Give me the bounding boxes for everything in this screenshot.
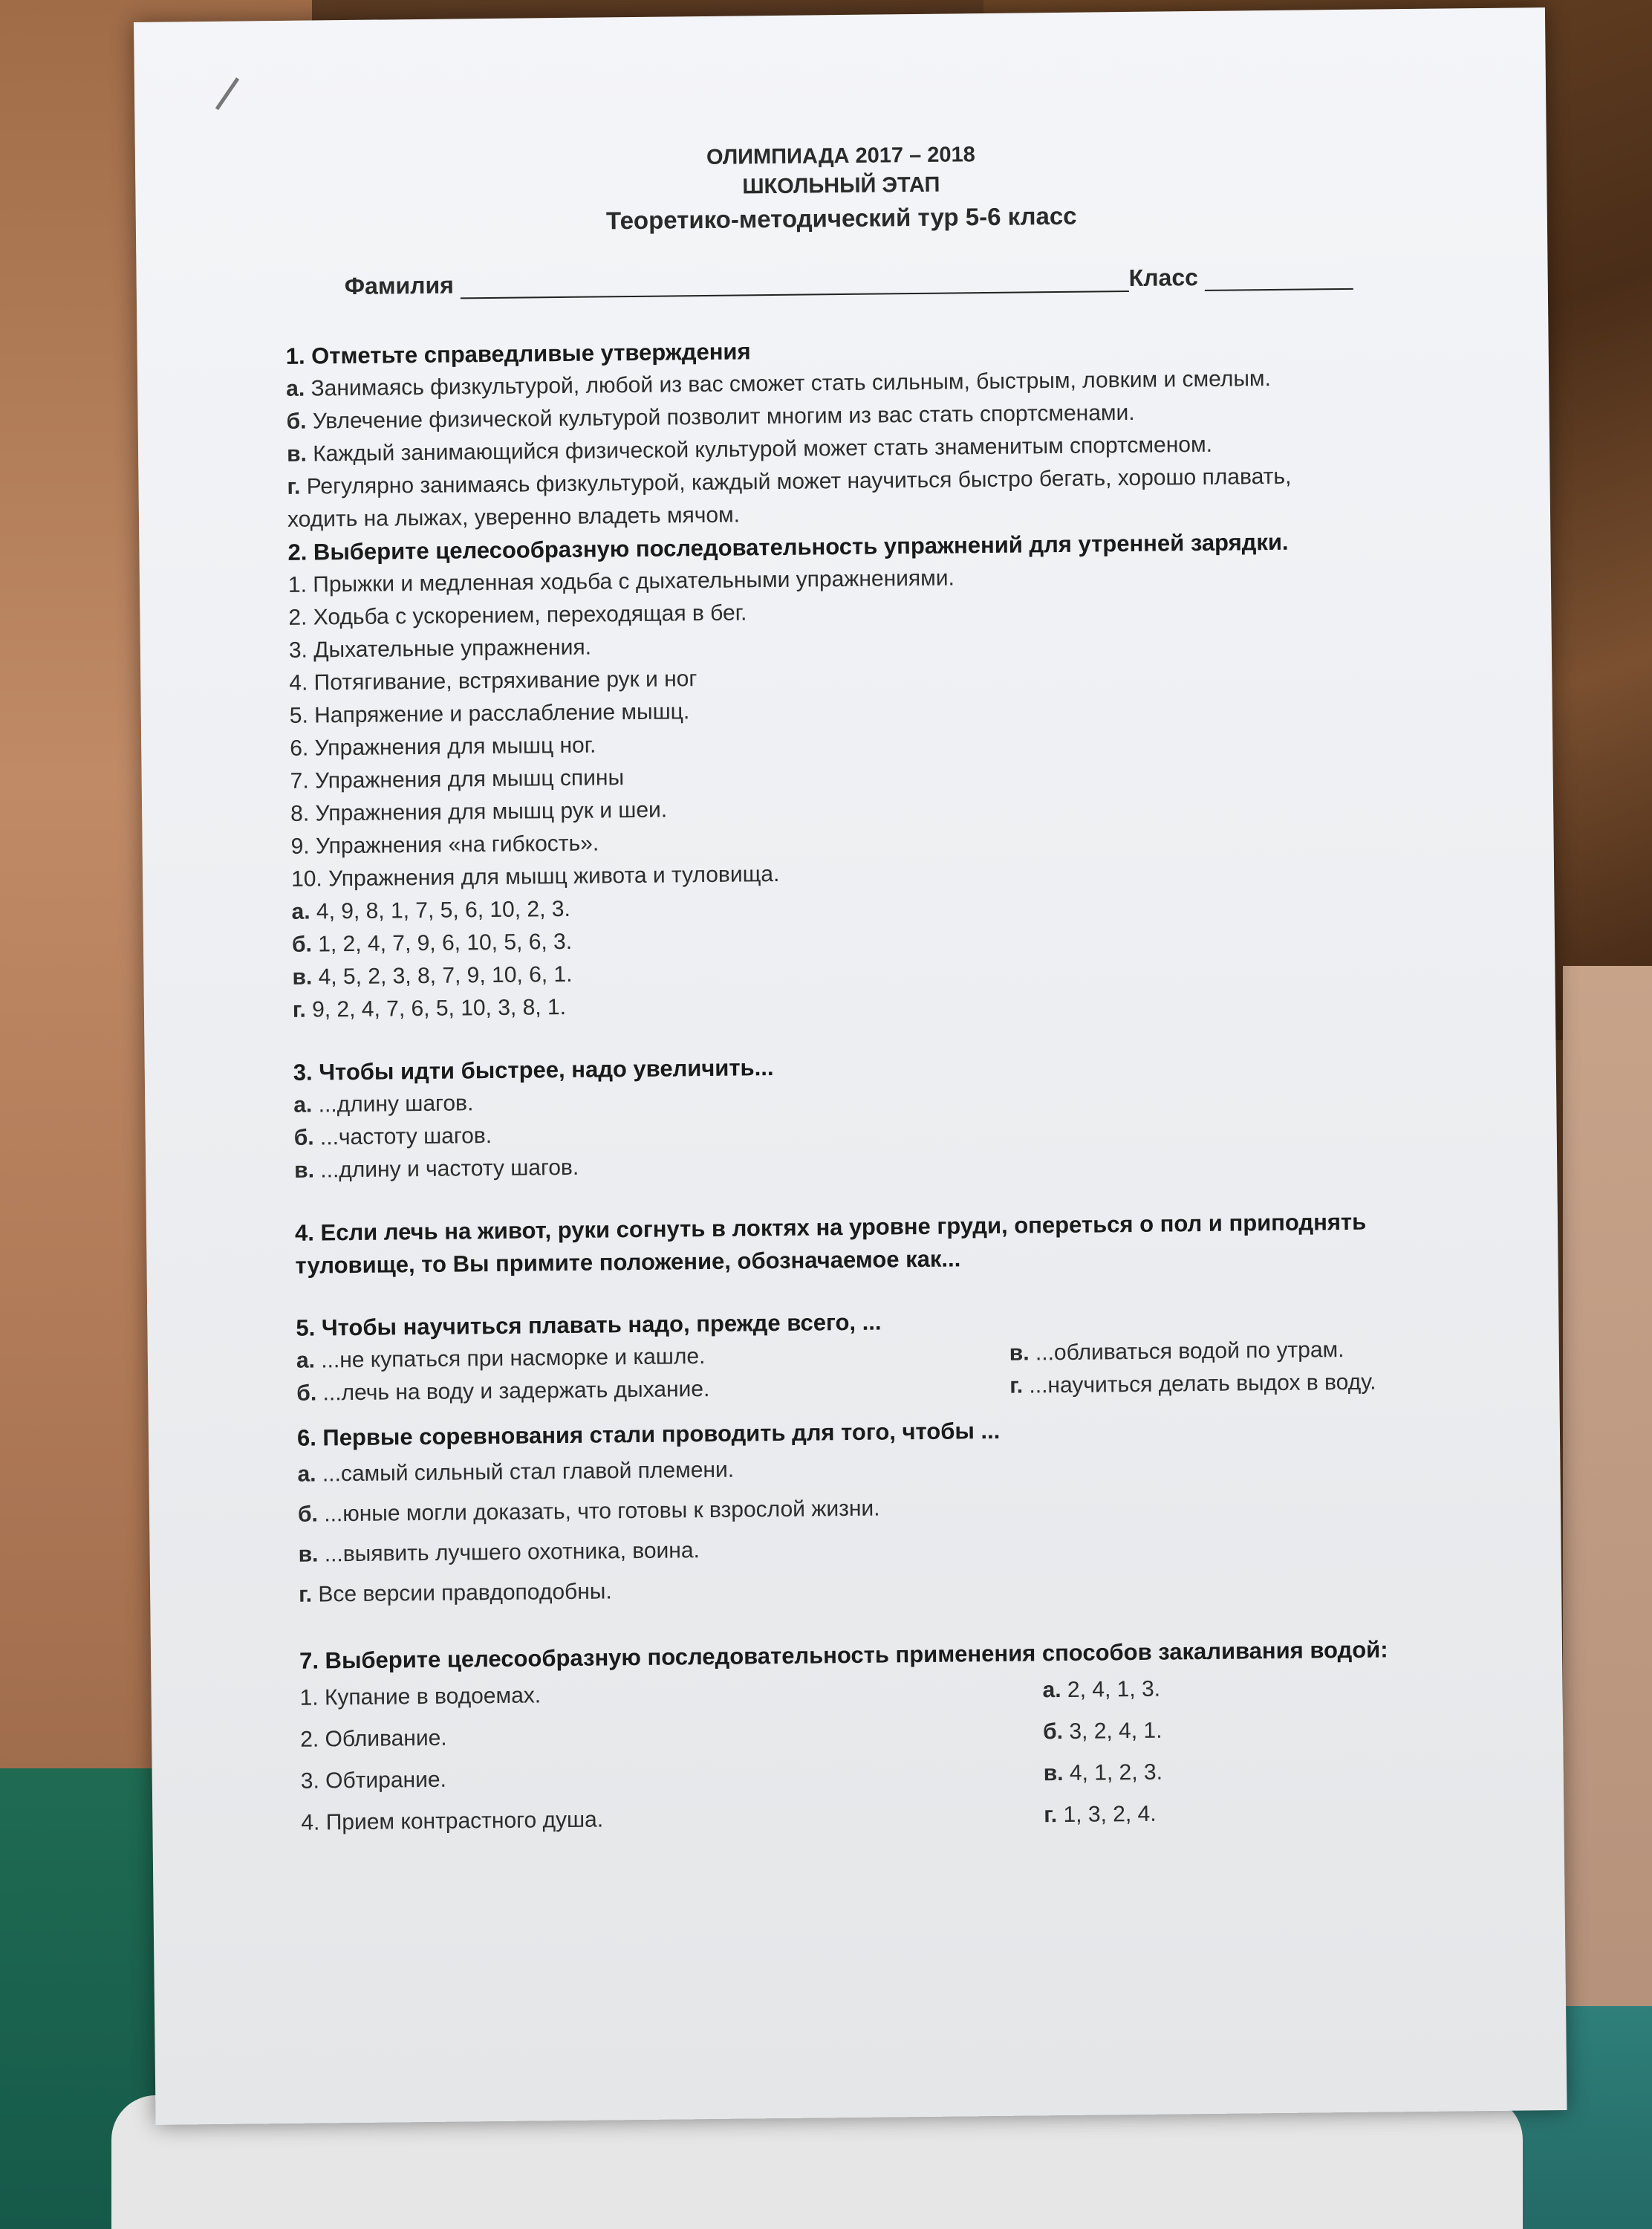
option-letter: г. bbox=[1009, 1373, 1024, 1398]
student-info-row bbox=[345, 262, 1414, 300]
option-text: ...самый сильный стал главой племени. bbox=[322, 1457, 735, 1487]
question-5-options bbox=[296, 1332, 1500, 1410]
list-item: 2. Обливание. bbox=[300, 1725, 447, 1752]
option-letter: а. bbox=[1042, 1678, 1061, 1703]
options-left-column bbox=[296, 1337, 1010, 1410]
option[interactable] bbox=[1043, 1707, 1415, 1753]
list-item: 8. Упражнения для мышц рук и шеи. bbox=[290, 797, 668, 826]
option-letter: г. bbox=[292, 997, 306, 1022]
option-text: ...частоту шагов. bbox=[319, 1123, 492, 1150]
option-letter: а. bbox=[296, 1348, 316, 1373]
list-item: 3. Обтирание. bbox=[300, 1767, 447, 1794]
list-item: 1. Прыжки и медленная ходьба с дыхательными упражнениями. bbox=[287, 565, 955, 597]
sheet-header bbox=[135, 134, 1547, 244]
question-7-body bbox=[299, 1665, 1504, 1844]
option-letter: в. bbox=[286, 441, 308, 467]
option-text: 2, 4, 1, 3. bbox=[1067, 1676, 1161, 1702]
option[interactable] bbox=[1044, 1791, 1416, 1836]
stage-title: ШКОЛЬНЫЙ ЭТАП bbox=[742, 172, 940, 199]
option-letter: б. bbox=[286, 409, 307, 434]
option-letter: в. bbox=[292, 964, 313, 990]
option-text: 4, 9, 8, 1, 7, 5, 6, 10, 2, 3. bbox=[316, 896, 570, 924]
option-text: ...обливаться водой по утрам. bbox=[1035, 1337, 1344, 1366]
option-text: 4, 5, 2, 3, 8, 7, 9, 10, 6, 1. bbox=[318, 961, 573, 990]
list-item: 5. Напряжение и расслабление мышц. bbox=[289, 699, 690, 728]
option-text: ...лечь на воду и задержать дыхание. bbox=[322, 1376, 710, 1406]
questions bbox=[285, 328, 1504, 1844]
option-letter: б. bbox=[291, 932, 313, 957]
surname-label: Фамилия bbox=[344, 271, 455, 300]
option-letter: в. bbox=[298, 1542, 319, 1567]
option-letter: а. bbox=[291, 899, 310, 924]
option-text: ...научиться делать выдох в воду. bbox=[1029, 1369, 1376, 1398]
option[interactable] bbox=[1042, 1666, 1414, 1711]
exam-sheet bbox=[134, 7, 1567, 2125]
question-2-title: 2. Выберите целесообразную последовательность упражнений для утренней зарядки. bbox=[287, 528, 1289, 565]
option-continuation: ходить на лыжах, уверенно владеть мячом. bbox=[287, 502, 741, 532]
option-text: 4, 1, 2, 3. bbox=[1069, 1759, 1163, 1785]
option-letter: б. bbox=[1042, 1719, 1064, 1745]
option-text: ...длину и частоту шагов. bbox=[320, 1155, 579, 1183]
option-letter: г. bbox=[299, 1582, 313, 1607]
option-text: Увлечение физической культурой позволит многим из вас стать спортсменами. bbox=[312, 400, 1135, 434]
list-item: 2. Ходьба с ускорением, переходящая в бег. bbox=[288, 600, 747, 630]
option-letter: в. bbox=[294, 1158, 315, 1183]
option-letter: г. bbox=[1044, 1803, 1058, 1828]
list-item: 7. Упражнения для мышц спины bbox=[290, 765, 625, 794]
option-text: Все версии правдоподобны. bbox=[318, 1579, 612, 1607]
question-1-title: 1. Отметьте справедливые утверждения bbox=[285, 338, 751, 369]
question-3-title: 3. Чтобы идти быстрее, надо увеличить... bbox=[293, 1054, 774, 1086]
list-item: 3. Дыхательные упражнения. bbox=[288, 635, 592, 663]
question-5-title: 5. Чтобы научиться плавать надо, прежде всего, ... bbox=[296, 1308, 882, 1341]
option-letter: в. bbox=[1009, 1340, 1030, 1366]
option-letter: в. bbox=[1043, 1761, 1064, 1786]
list-item: 6. Упражнения для мышц ног. bbox=[290, 733, 596, 761]
list-item: 4. Прием контрастного душа. bbox=[301, 1807, 604, 1835]
option-letter: а. bbox=[286, 376, 305, 401]
option-text: Регулярно занимаясь физкультурой, каждый может научиться быстро бегать, хорошо плавать, bbox=[306, 464, 1292, 499]
tour-title: Теоретико-методический тур 5-6 класс bbox=[605, 201, 1077, 235]
option-text: 1, 3, 2, 4. bbox=[1063, 1801, 1157, 1828]
olympiad-title: ОЛИМПИАДА 2017 – 2018 bbox=[706, 143, 976, 169]
list-item: 10. Упражнения для мышц живота и туловища. bbox=[290, 861, 780, 892]
list-item: 1. Купание в водоемах. bbox=[299, 1683, 542, 1710]
staple-icon bbox=[215, 77, 239, 110]
question-7-title: 7. Выберите целесообразную последовательность применения способов закаливания водой: bbox=[299, 1636, 1388, 1674]
answer-options bbox=[1042, 1666, 1415, 1836]
option-text: ...юные могли доказать, что готовы к взрослой жизни. bbox=[324, 1496, 880, 1527]
option-letter: б. bbox=[296, 1380, 317, 1406]
surname-field[interactable] bbox=[461, 268, 1129, 299]
class-field[interactable] bbox=[1205, 266, 1353, 291]
option-letter: г. bbox=[287, 474, 301, 499]
option[interactable] bbox=[1043, 1749, 1415, 1794]
option-text: 3, 2, 4, 1. bbox=[1069, 1718, 1162, 1744]
class-label: Класс bbox=[1128, 264, 1199, 291]
option-letter: а. bbox=[297, 1461, 316, 1487]
option-text: ...длину шагов. bbox=[318, 1091, 474, 1117]
option-text: Занимаясь физкультурой, любой из вас сможет стать сильным, быстрым, ловким и смелым. bbox=[310, 366, 1272, 401]
option[interactable] bbox=[1009, 1365, 1500, 1403]
options-right-column bbox=[1009, 1332, 1500, 1403]
list-item: 9. Упражнения «на гибкость». bbox=[290, 831, 599, 859]
option-letter: б. bbox=[297, 1502, 319, 1527]
question-6-title: 6. Первые соревнования стали проводить для того, чтобы ... bbox=[296, 1417, 1001, 1451]
option-text: Каждый занимающийся физической культурой может стать знаменитым спортсменом. bbox=[313, 432, 1213, 467]
list-item: 4. Потягивание, встряхивание рук и ног bbox=[289, 666, 697, 695]
methods-list bbox=[299, 1670, 1044, 1843]
option-text: 1, 2, 4, 7, 9, 6, 10, 5, 6, 3. bbox=[318, 929, 573, 957]
option-letter: а. bbox=[293, 1092, 313, 1117]
option-text: 9, 2, 4, 7, 6, 5, 10, 3, 8, 1. bbox=[311, 994, 567, 1022]
option-letter: б. bbox=[293, 1125, 314, 1150]
option-text: ...выявить лучшего охотника, воина. bbox=[324, 1538, 700, 1567]
option[interactable] bbox=[1009, 1332, 1500, 1370]
question-4-title-line1: 4. Если лечь на живот, руки согнуть в локтях на уровне груди, опереться о пол и приподнять bbox=[294, 1208, 1367, 1246]
question-4-title-line2: туловище, то Вы примите положение, обозначаемое как... bbox=[295, 1245, 961, 1279]
option-text: ...не купаться при насморке и кашле. bbox=[321, 1344, 706, 1373]
